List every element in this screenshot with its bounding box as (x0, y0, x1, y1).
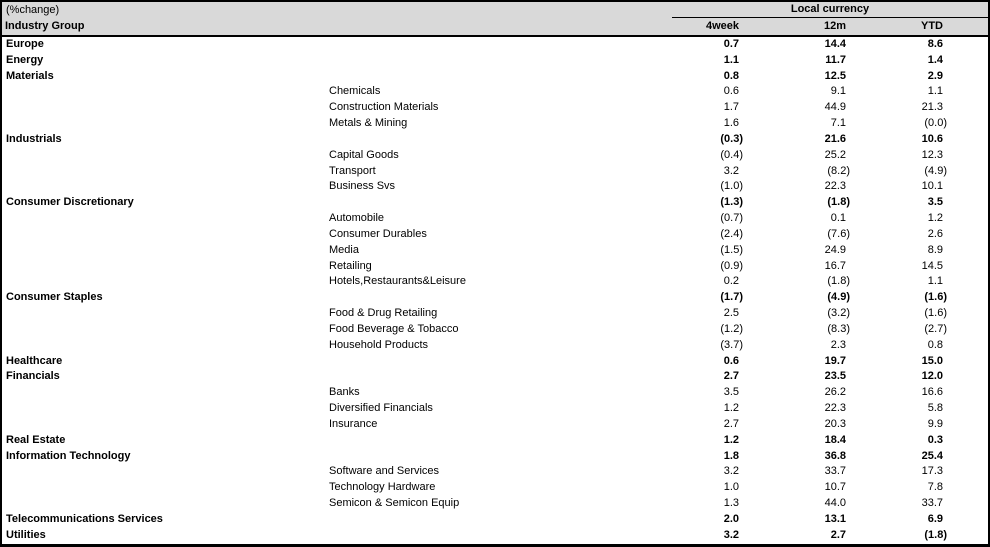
value-12m: 33.7 (824, 465, 846, 478)
row-spacer (947, 148, 988, 164)
industry-label: Healthcare (6, 354, 63, 367)
value-ytd: 15.0 (921, 354, 943, 367)
row-spacer (947, 195, 988, 211)
value-12m: (3.2) (827, 307, 850, 320)
value-ytd: (1.6) (924, 307, 947, 320)
industry-label: Insurance (329, 417, 378, 430)
value-ytd: 1.1 (927, 85, 943, 98)
table-row (2, 528, 988, 544)
value-ytd: 33.7 (921, 497, 943, 510)
industry-label: Consumer Discretionary (6, 196, 134, 209)
industry-label: Capital Goods (329, 148, 399, 161)
row-spacer (947, 100, 988, 116)
table-row (2, 480, 988, 496)
value-12m: 24.9 (824, 243, 846, 256)
value-12m: 26.2 (824, 386, 846, 399)
table-row (2, 164, 988, 180)
row-spacer (947, 84, 988, 100)
industry-label: Hotels,Restaurants&Leisure (329, 275, 466, 288)
value-12m: 0.1 (830, 212, 846, 225)
value-12m: 25.2 (824, 148, 846, 161)
value-ytd: 9.9 (927, 417, 943, 430)
value-ytd: 0.3 (927, 433, 943, 446)
industry-label: Construction Materials (329, 101, 439, 114)
industry-label: Industrials (6, 132, 62, 145)
value-4week: (1.7) (720, 291, 743, 304)
value-12m: (1.8) (827, 275, 850, 288)
value-12m: 20.3 (824, 417, 846, 430)
column-header-ytd: YTD (921, 20, 943, 32)
industry-label: Telecommunications Services (6, 512, 163, 525)
value-4week: 0.6 (723, 354, 739, 367)
value-4week: (1.0) (720, 180, 743, 193)
value-4week: 1.1 (723, 53, 739, 66)
value-ytd: 17.3 (921, 465, 943, 478)
value-12m: (1.8) (827, 196, 850, 209)
local-currency-label: Local currency (672, 2, 988, 18)
value-4week: (1.2) (720, 322, 743, 335)
table-row (2, 259, 988, 275)
value-ytd: 10.6 (921, 132, 943, 145)
value-12m: (7.6) (827, 227, 850, 240)
row-spacer (947, 243, 988, 259)
row-spacer (947, 164, 988, 180)
value-12m: 10.7 (824, 481, 846, 494)
row-spacer (947, 528, 988, 544)
row-spacer (947, 53, 988, 69)
value-12m: 9.1 (830, 85, 846, 98)
value-ytd: 1.1 (927, 275, 943, 288)
table-row (2, 148, 988, 164)
value-ytd: 1.4 (927, 53, 943, 66)
industry-label: Consumer Staples (6, 291, 103, 304)
table-row (2, 306, 988, 322)
table-row (2, 243, 988, 259)
row-spacer (947, 385, 988, 401)
row-spacer (947, 433, 988, 449)
value-4week: 1.8 (723, 449, 739, 462)
value-ytd: 16.6 (921, 386, 943, 399)
row-spacer (947, 354, 988, 370)
value-4week: 0.8 (723, 69, 739, 82)
value-4week: 2.7 (723, 417, 739, 430)
value-12m: 22.3 (824, 402, 846, 415)
value-12m: 16.7 (824, 259, 846, 272)
table-row (2, 417, 988, 433)
value-4week: 1.2 (723, 402, 739, 415)
row-spacer (947, 480, 988, 496)
value-4week: 1.3 (723, 497, 739, 510)
table-row (2, 449, 988, 465)
value-12m: 7.1 (830, 117, 846, 130)
value-ytd: 25.4 (921, 449, 943, 462)
row-spacer (947, 401, 988, 417)
value-ytd: 12.0 (921, 370, 943, 383)
value-12m: 2.3 (830, 338, 846, 351)
value-ytd: 2.6 (927, 227, 943, 240)
table-row (2, 84, 988, 100)
value-12m: 23.5 (824, 370, 846, 383)
value-12m: 36.8 (824, 449, 846, 462)
value-12m: 14.4 (824, 38, 846, 50)
value-ytd: 10.1 (921, 180, 943, 193)
table-row (2, 338, 988, 354)
value-12m: 44.0 (824, 497, 846, 510)
column-header-4week: 4week (705, 20, 739, 32)
industry-label: Utilities (6, 528, 46, 541)
value-12m: 44.9 (824, 101, 846, 114)
value-4week: 3.2 (723, 465, 739, 478)
industry-label: Food & Drug Retailing (329, 307, 438, 320)
row-spacer (947, 69, 988, 85)
value-4week: (2.4) (720, 227, 743, 240)
column-header-12m: 12m (823, 20, 846, 32)
industry-label: Media (329, 243, 359, 256)
industry-label: Household Products (329, 338, 429, 351)
value-12m: (8.3) (827, 322, 850, 335)
value-12m: 18.4 (824, 433, 846, 446)
header-spacer (947, 18, 988, 35)
value-12m: 21.6 (824, 132, 846, 145)
industry-label: Real Estate (6, 433, 66, 446)
table-row (2, 401, 988, 417)
table-row (2, 354, 988, 370)
value-ytd: 21.3 (921, 101, 943, 114)
table-row (2, 496, 988, 512)
table-row (2, 464, 988, 480)
value-ytd: 0.8 (927, 338, 943, 351)
value-4week: (1.5) (720, 243, 743, 256)
industry-label: Semicon & Semicon Equip (329, 497, 460, 510)
row-spacer (947, 227, 988, 243)
value-12m: (8.2) (827, 164, 850, 177)
table-body (2, 37, 988, 544)
header-row-currency (2, 2, 988, 18)
industry-label: Consumer Durables (329, 227, 427, 240)
industry-group-header: Industry Group (5, 20, 85, 32)
industry-label: Metals & Mining (329, 117, 408, 130)
value-4week: (1.3) (720, 196, 743, 209)
table-row (2, 274, 988, 290)
value-4week: (0.9) (720, 259, 743, 272)
value-ytd: (1.8) (924, 528, 947, 541)
table-row (2, 53, 988, 69)
row-spacer (947, 449, 988, 465)
table-row (2, 227, 988, 243)
value-4week: (0.3) (720, 132, 743, 145)
value-12m: 2.7 (830, 528, 846, 541)
table-row (2, 179, 988, 195)
value-ytd: 1.2 (927, 212, 943, 225)
value-12m: 12.5 (824, 69, 846, 82)
value-ytd: 6.9 (927, 512, 943, 525)
row-spacer (947, 512, 988, 528)
row-spacer (947, 338, 988, 354)
value-4week: 2.0 (723, 512, 739, 525)
value-4week: 1.0 (723, 481, 739, 494)
row-spacer (947, 211, 988, 227)
table-row (2, 512, 988, 528)
industry-label: Software and Services (329, 465, 440, 478)
value-4week: 2.7 (723, 370, 739, 383)
industry-label: Technology Hardware (329, 481, 436, 494)
row-spacer (947, 179, 988, 195)
percent-change-label: (%change) (6, 4, 60, 16)
value-4week: 3.2 (723, 164, 739, 177)
row-spacer (947, 37, 988, 53)
value-4week: (3.7) (720, 338, 743, 351)
row-spacer (947, 464, 988, 480)
row-spacer (947, 322, 988, 338)
table-row (2, 211, 988, 227)
industry-label: Europe (6, 38, 44, 50)
value-4week: 1.6 (723, 117, 739, 130)
table-row (2, 433, 988, 449)
industry-label: Chemicals (329, 85, 381, 98)
value-ytd: 8.9 (927, 243, 943, 256)
value-12m: 19.7 (824, 354, 846, 367)
table-row (2, 385, 988, 401)
row-spacer (947, 132, 988, 148)
table-row (2, 37, 988, 53)
value-ytd: 12.3 (921, 148, 943, 161)
industry-label: Energy (6, 53, 44, 66)
industry-label: Retailing (329, 259, 372, 272)
value-4week: 3.5 (723, 386, 739, 399)
value-ytd: 3.5 (927, 196, 943, 209)
value-ytd: (4.9) (924, 164, 947, 177)
row-spacer (947, 417, 988, 433)
table-row (2, 132, 988, 148)
value-4week: 1.7 (723, 101, 739, 114)
industry-label: Transport (329, 164, 376, 177)
row-spacer (947, 369, 988, 385)
value-4week: 3.2 (723, 528, 739, 541)
row-spacer (947, 290, 988, 306)
table-row (2, 322, 988, 338)
industry-label: Food Beverage & Tobacco (329, 322, 459, 335)
value-ytd: 14.5 (921, 259, 943, 272)
value-4week: (0.7) (720, 212, 743, 225)
table-row (2, 100, 988, 116)
value-4week: 0.7 (723, 38, 739, 50)
value-4week: 1.2 (723, 433, 739, 446)
value-4week: 0.6 (723, 85, 739, 98)
table-row (2, 369, 988, 385)
row-spacer (947, 306, 988, 322)
row-spacer (947, 496, 988, 512)
value-4week: 0.2 (723, 275, 739, 288)
row-spacer (947, 116, 988, 132)
value-12m: (4.9) (827, 291, 850, 304)
header-row-columns (2, 18, 988, 35)
table-row (2, 116, 988, 132)
value-4week: 2.5 (723, 307, 739, 320)
row-spacer (947, 274, 988, 290)
table-row (2, 290, 988, 306)
table-header (2, 2, 988, 37)
table-row (2, 69, 988, 85)
value-ytd: (0.0) (924, 117, 947, 130)
value-ytd: (1.6) (924, 291, 947, 304)
industry-label: Information Technology (6, 449, 131, 462)
value-12m: 11.7 (825, 53, 846, 66)
value-12m: 13.1 (824, 512, 846, 525)
value-12m: 22.3 (824, 180, 846, 193)
value-4week: (0.4) (720, 148, 743, 161)
row-spacer (947, 259, 988, 275)
table-row (2, 195, 988, 211)
value-ytd: 2.9 (927, 69, 943, 82)
value-ytd: 8.6 (927, 38, 943, 50)
value-ytd: (2.7) (924, 322, 947, 335)
industry-label: Business Svs (329, 180, 396, 193)
industry-label: Diversified Financials (329, 402, 433, 415)
industry-label: Financials (6, 370, 60, 383)
industry-label: Banks (329, 386, 360, 399)
industry-label: Automobile (329, 212, 385, 225)
industry-label: Materials (6, 69, 54, 82)
value-ytd: 7.8 (927, 481, 943, 494)
value-ytd: 5.8 (927, 402, 943, 415)
